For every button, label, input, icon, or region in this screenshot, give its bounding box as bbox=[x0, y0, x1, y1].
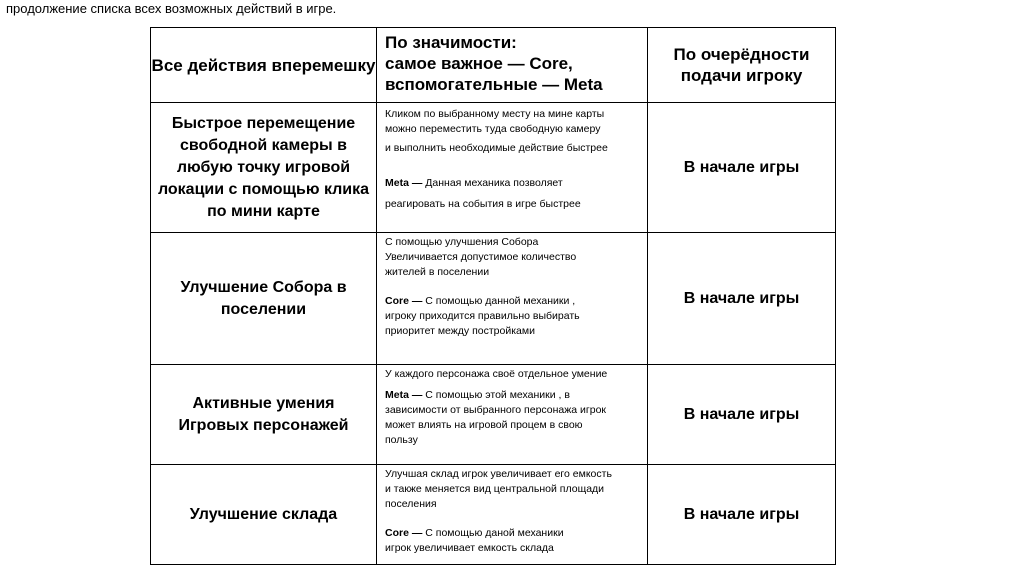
action-cell: Улучшение склада bbox=[151, 465, 377, 565]
importance-tag: Core — bbox=[385, 527, 423, 539]
tag-text: С помощью даной механики bbox=[425, 527, 564, 539]
header-order: По очерёдности подачи игроку bbox=[648, 28, 836, 103]
description-line: У каждого персонажа своё отдельное умение bbox=[385, 368, 608, 380]
description-line: и выполнить необходимые действие быстрее bbox=[385, 142, 608, 154]
description-cell bbox=[377, 465, 648, 565]
tag-text-line: игрок увеличивает емкость склада bbox=[385, 542, 554, 554]
header-importance-line1: По значимости: bbox=[385, 33, 517, 52]
table-row bbox=[151, 103, 836, 233]
order-cell: В начале игры bbox=[648, 465, 836, 565]
importance-tag: Meta — bbox=[385, 389, 423, 401]
tag-line bbox=[385, 176, 643, 191]
header-all-actions: Все действия вперемешку bbox=[151, 28, 377, 103]
description-line: Улучшая склад игрок увеличивает его емкость bbox=[385, 468, 612, 480]
description-line: и также меняется вид центральной площади bbox=[385, 483, 605, 495]
tag-line bbox=[385, 388, 643, 403]
header-importance-line2: самое важное — Core, bbox=[385, 54, 573, 73]
tag-text-line: зависимости от выбранного персонажа игрок bbox=[385, 404, 607, 416]
description-line: Увеличивается допустимое количество bbox=[385, 251, 577, 263]
table-row bbox=[151, 233, 836, 365]
tag-text-line: приоритет между постройками bbox=[385, 325, 535, 337]
description-line: можно переместить туда свободную камеру bbox=[385, 123, 601, 135]
tag-text: С помощью этой механики , в bbox=[425, 389, 570, 401]
tag-text-line: может влиять на игровой процем в свою bbox=[385, 419, 583, 431]
order-cell: В начале игры bbox=[648, 233, 836, 365]
header-importance-line3: вспомогательные — Meta bbox=[385, 75, 603, 94]
order-cell: В начале игры bbox=[648, 365, 836, 465]
importance-tag: Core — bbox=[385, 295, 423, 307]
description-line: С помощью улучшения Собора bbox=[385, 236, 539, 248]
tag-text-line: игроку приходится правильно выбирать bbox=[385, 310, 580, 322]
tag-line bbox=[385, 294, 643, 309]
tag-text: С помощью данной механики , bbox=[425, 295, 576, 307]
description-line: Кликом по выбранному месту на мине карты bbox=[385, 108, 605, 120]
description-cell bbox=[377, 365, 648, 465]
importance-tag: Meta — bbox=[385, 177, 423, 189]
table-row bbox=[151, 365, 836, 465]
header-row bbox=[151, 28, 836, 103]
actions-table bbox=[150, 27, 836, 565]
description-line: поселения bbox=[385, 498, 437, 510]
action-cell: Быстрое перемещение свободной камеры в любую точку игровой локации с помощью клика по мини карте bbox=[151, 103, 377, 233]
description-line: жителей в поселении bbox=[385, 266, 490, 278]
header-importance bbox=[377, 28, 648, 103]
tag-text: Данная механика позволяет bbox=[425, 177, 563, 189]
description-cell bbox=[377, 103, 648, 233]
tag-line bbox=[385, 526, 643, 541]
action-cell: Улучшение Собора в поселении bbox=[151, 233, 377, 365]
table-row bbox=[151, 465, 836, 565]
order-cell: В начале игры bbox=[648, 103, 836, 233]
action-cell: Активные умения Игровых персонажей bbox=[151, 365, 377, 465]
tag-text-line: реагировать на события в игре быстрее bbox=[385, 198, 581, 210]
slide-caption: продолжение списка всех возможных действий в игре. bbox=[6, 1, 337, 16]
description-cell bbox=[377, 233, 648, 365]
tag-text-line: пользу bbox=[385, 434, 418, 446]
